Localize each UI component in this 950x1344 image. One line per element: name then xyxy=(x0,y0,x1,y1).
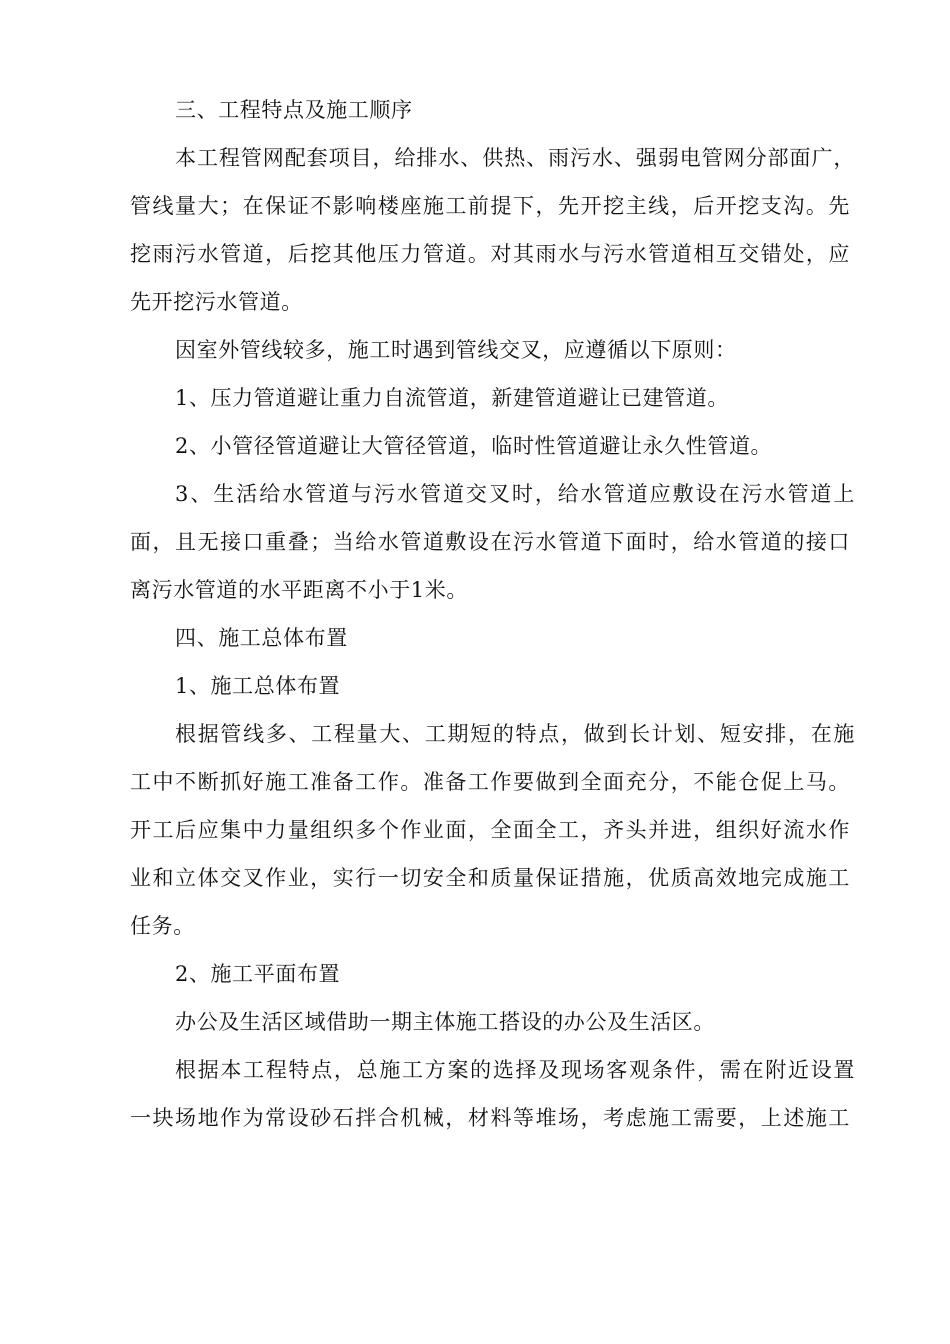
paragraph-line: 面，且无接口重叠；当给水管道敷设在污水管道下面时，给水管道的接口 xyxy=(130,530,850,554)
paragraph-line: 管线量大；在保证不影响楼座施工前提下，先开挖主线，后开挖支沟。先 xyxy=(130,194,850,218)
paragraph-line: 离污水管道的水平距离不小于1米。 xyxy=(130,578,468,602)
paragraph-line: 根据本工程特点，总施工方案的选择及现场客观条件，需在附近设置 xyxy=(175,1058,855,1082)
paragraph-line: 工中不断抓好施工准备工作。准备工作要做到全面充分，不能仓促上马。 xyxy=(130,770,850,794)
paragraph-line: 因室外管线较多，施工时遇到管线交叉，应遵循以下原则： xyxy=(175,338,737,362)
list-item-2: 2、小管径管道避让大管径管道，临时性管道避让永久性管道。 xyxy=(175,434,773,458)
paragraph-line: 先开挖污水管道。 xyxy=(130,290,303,314)
paragraph-line: 开工后应集中力量组织多个作业面，全面全工，齐头并进，组织好流水作 xyxy=(130,818,850,842)
list-item-1: 1、压力管道避让重力自流管道，新建管道避让已建管道。 xyxy=(175,386,729,410)
paragraph-line: 挖雨污水管道，后挖其他压力管道。对其雨水与污水管道相互交错处，应 xyxy=(130,242,850,266)
section-heading-4: 四、施工总体布置 xyxy=(175,626,348,650)
paragraph-line: 一块场地作为常设砂石拌合机械，材料等堆场，考虑施工需要，上述施工 xyxy=(130,1106,850,1130)
section-heading-3: 三、工程特点及施工顺序 xyxy=(175,98,413,122)
paragraph-line: 业和立体交叉作业，实行一切安全和质量保证措施，优质高效地完成施工 xyxy=(130,866,850,890)
paragraph-line: 根据管线多、工程量大、工期短的特点，做到长计划、短安排，在施 xyxy=(175,722,855,746)
subsection-heading-2: 2、施工平面布置 xyxy=(175,962,341,986)
subsection-heading-1: 1、施工总体布置 xyxy=(175,674,341,698)
paragraph-line: 本工程管网配套项目，给排水、供热、雨污水、强弱电管网分部面广， xyxy=(175,146,855,170)
paragraph-line: 任务。 xyxy=(130,914,195,938)
paragraph-line: 办公及生活区域借助一期主体施工搭设的办公及生活区。 xyxy=(175,1010,715,1034)
list-item-3: 3、生活给水管道与污水管道交叉时，给水管道应敷设在污水管道上 xyxy=(175,482,855,506)
